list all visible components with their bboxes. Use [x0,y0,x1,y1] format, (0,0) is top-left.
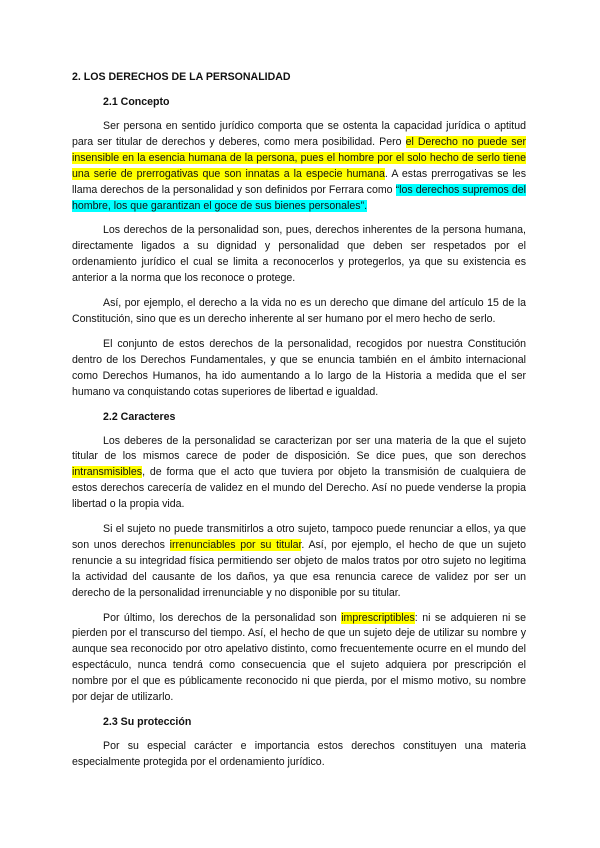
paragraph-caracteres-3 [72,611,526,706]
paragraph-concepto-3: Así, por ejemplo, el derecho a la vida no es un derecho que dimane del artículo 15 de la Constitución, sino que es un derecho inherente al ser humano por el mero hecho de serlo. [72,297,526,325]
highlighted-text-yellow: imprescriptibles [341,611,415,624]
paragraph-concepto-2: Los derechos de la personalidad son, pues, derechos inherentes de la persona humana, directamente ligados a su dignidad y personalidad que deben ser respetados por el ordenamiento jurídico el cual se limita a reconocerlos y protegerlos, ya que su existencia es anterior a la norma que los reconoce o protege. [72,224,526,285]
paragraph-proteccion-1: Por su especial carácter e importancia estos derechos constituyen una materia especialmente protegida por el ordenamiento jurídico. [72,740,526,768]
document-body [72,70,526,780]
paragraph-concepto-1 [72,119,526,214]
paragraph-caracteres-1 [72,434,526,514]
text-run: . A estas prerrogativas se les llama derechos de la personalidad y son definidos por Ferrara como [72,167,526,196]
text-run: Los deberes de la personalidad se caracterizan por ser una materia de la que el sujeto titular de los mismos carece de poder de disposición. Se dice pues, que son derechos [72,434,526,463]
section-heading-proteccion: 2.3 Su protección [103,716,192,728]
text-run: : ni se adquieren ni se pierden por el transcurso del tiempo. Así, el hecho de que un sujeto deje de utilizar su nombre y aunque sea reconocido por otro apelativo distinto, como frecuentemente ocurre en el mundo del espectáculo, nunca tendrá como consecuencia que el sujeto adquiera por prescripción el nombre por el que es públicamente reconocido ni que pierda, por el mismo motivo, su nombre por dejar de utilizarlo. [72,611,526,704]
highlighted-text-cyan: “los derechos supremos del hombre, los que garantizan el goce de sus bienes personales”. [72,183,526,212]
paragraph-caracteres-2 [72,522,526,602]
highlighted-text-yellow: intransmisibles [72,466,143,479]
highlighted-text-yellow: irrenunciables por su titular [169,538,302,551]
highlighted-text-yellow: el Derecho no puede ser insensible en la esencia humana de la persona, pues el hombre por el solo hecho de serlo tiene una serie de prerrogativas que son innatas a la especie humana [72,135,526,180]
text-run: , de forma que el acto que tuviera por objeto la transmisión de cualquiera de estos derechos carecería de validez en el mundo del Derecho. Así no puede venderse la propia libertad o la propia vida. [72,466,526,511]
paragraph-concepto-4: El conjunto de estos derechos de la personalidad, recogidos por nuestra Constitución dentro de los Derechos Fundamentales, y que se enuncia también en el ámbito internacional como Derechos Humanos, ha ido aumentando a lo largo de la Historia a medida que el ser humano va conquistando cotas superiores de libertad e igualdad. [72,337,526,398]
text-run: . Así, por ejemplo, el hecho de que un sujeto renuncie a su integridad física permitiendo ser objeto de malos tratos por otro sujeto no legitima la actividad del causante de los daños, ya que esa renuncia carece de validez por ser un derecho de la personalidad irrenunciable y no disponible por su titular. [72,538,526,599]
section-heading-caracteres: 2.2 Caracteres [103,410,176,423]
text-run: Si el sujeto no puede transmitirlos a otro sujeto, tampoco puede renunciar a ellos, ya que son unos derechos [72,523,526,551]
text-run: Ser persona en sentido jurídico comporta que se ostenta la capacidad jurídica o aptitud para ser titular de derechos y deberes, como mera posibilidad. Pero [72,120,526,148]
text-run: Por último, los derechos de la personalidad son [103,611,342,624]
document-title: 2. LOS DERECHOS DE LA PERSONALIDAD [72,71,291,83]
section-heading-concepto: 2.1 Concepto [103,96,170,108]
